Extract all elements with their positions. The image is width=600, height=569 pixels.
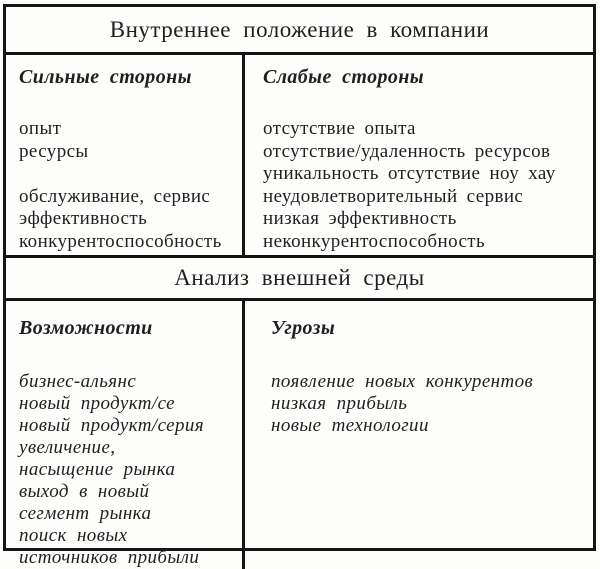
list-item: источников прибыли — [19, 547, 200, 568]
list-item: выход в новый — [19, 481, 150, 502]
strengths-cell — [6, 55, 245, 255]
list-item: отсутствие/удаленность ресурсов — [263, 140, 551, 162]
threats-heading: Угрозы — [271, 317, 336, 339]
list-item: уникальность отсутствие ноу хау — [263, 163, 556, 184]
list-item: неудовлетворительный сервис — [263, 185, 524, 207]
opportunities-cell — [6, 301, 245, 569]
list-item: насыщение рынка — [19, 459, 176, 480]
list-item: появление новых конкурентов — [271, 371, 534, 392]
opportunities-heading: Возможности — [19, 317, 153, 339]
section-title-internal-position: Внутреннее положение в компании — [6, 7, 593, 55]
opportunities-list — [19, 371, 234, 569]
weaknesses-list — [263, 118, 585, 253]
threats-list — [271, 371, 585, 437]
external-analysis-section — [6, 301, 593, 569]
list-item: ресурсы — [19, 140, 89, 162]
weaknesses-heading: Слабые стороны — [263, 66, 425, 88]
threats-cell — [245, 301, 593, 569]
list-item: опыт — [19, 118, 62, 139]
swot-analysis-table — [3, 4, 596, 568]
list-item: новый продукт/се — [19, 393, 175, 414]
list-item: отсутствие опыта — [263, 118, 416, 139]
list-item: бизнес-альянс — [19, 371, 137, 392]
internal-analysis-section — [6, 55, 593, 255]
list-item: обслуживание, сервис — [19, 185, 211, 207]
list-item: поиск новых — [19, 525, 128, 546]
list-item: сегмент рынка — [19, 503, 152, 524]
list-item: конкурентоспособность — [19, 230, 222, 252]
weaknesses-cell — [245, 55, 593, 255]
list-item — [19, 163, 234, 186]
strengths-list — [19, 118, 234, 253]
strengths-heading: Сильные стороны — [19, 66, 192, 88]
list-item: новый продукт/серия — [19, 415, 205, 436]
list-item: эффективность — [19, 208, 148, 229]
list-item: новые технологии — [271, 415, 429, 436]
list-item: низкая эффективность — [263, 208, 457, 229]
list-item: неконкурентоспособность — [263, 230, 486, 252]
section-title-external-analysis: Анализ внешней среды — [6, 255, 593, 301]
list-item: низкая прибыль — [271, 393, 408, 414]
list-item: увеличение, — [19, 437, 116, 458]
